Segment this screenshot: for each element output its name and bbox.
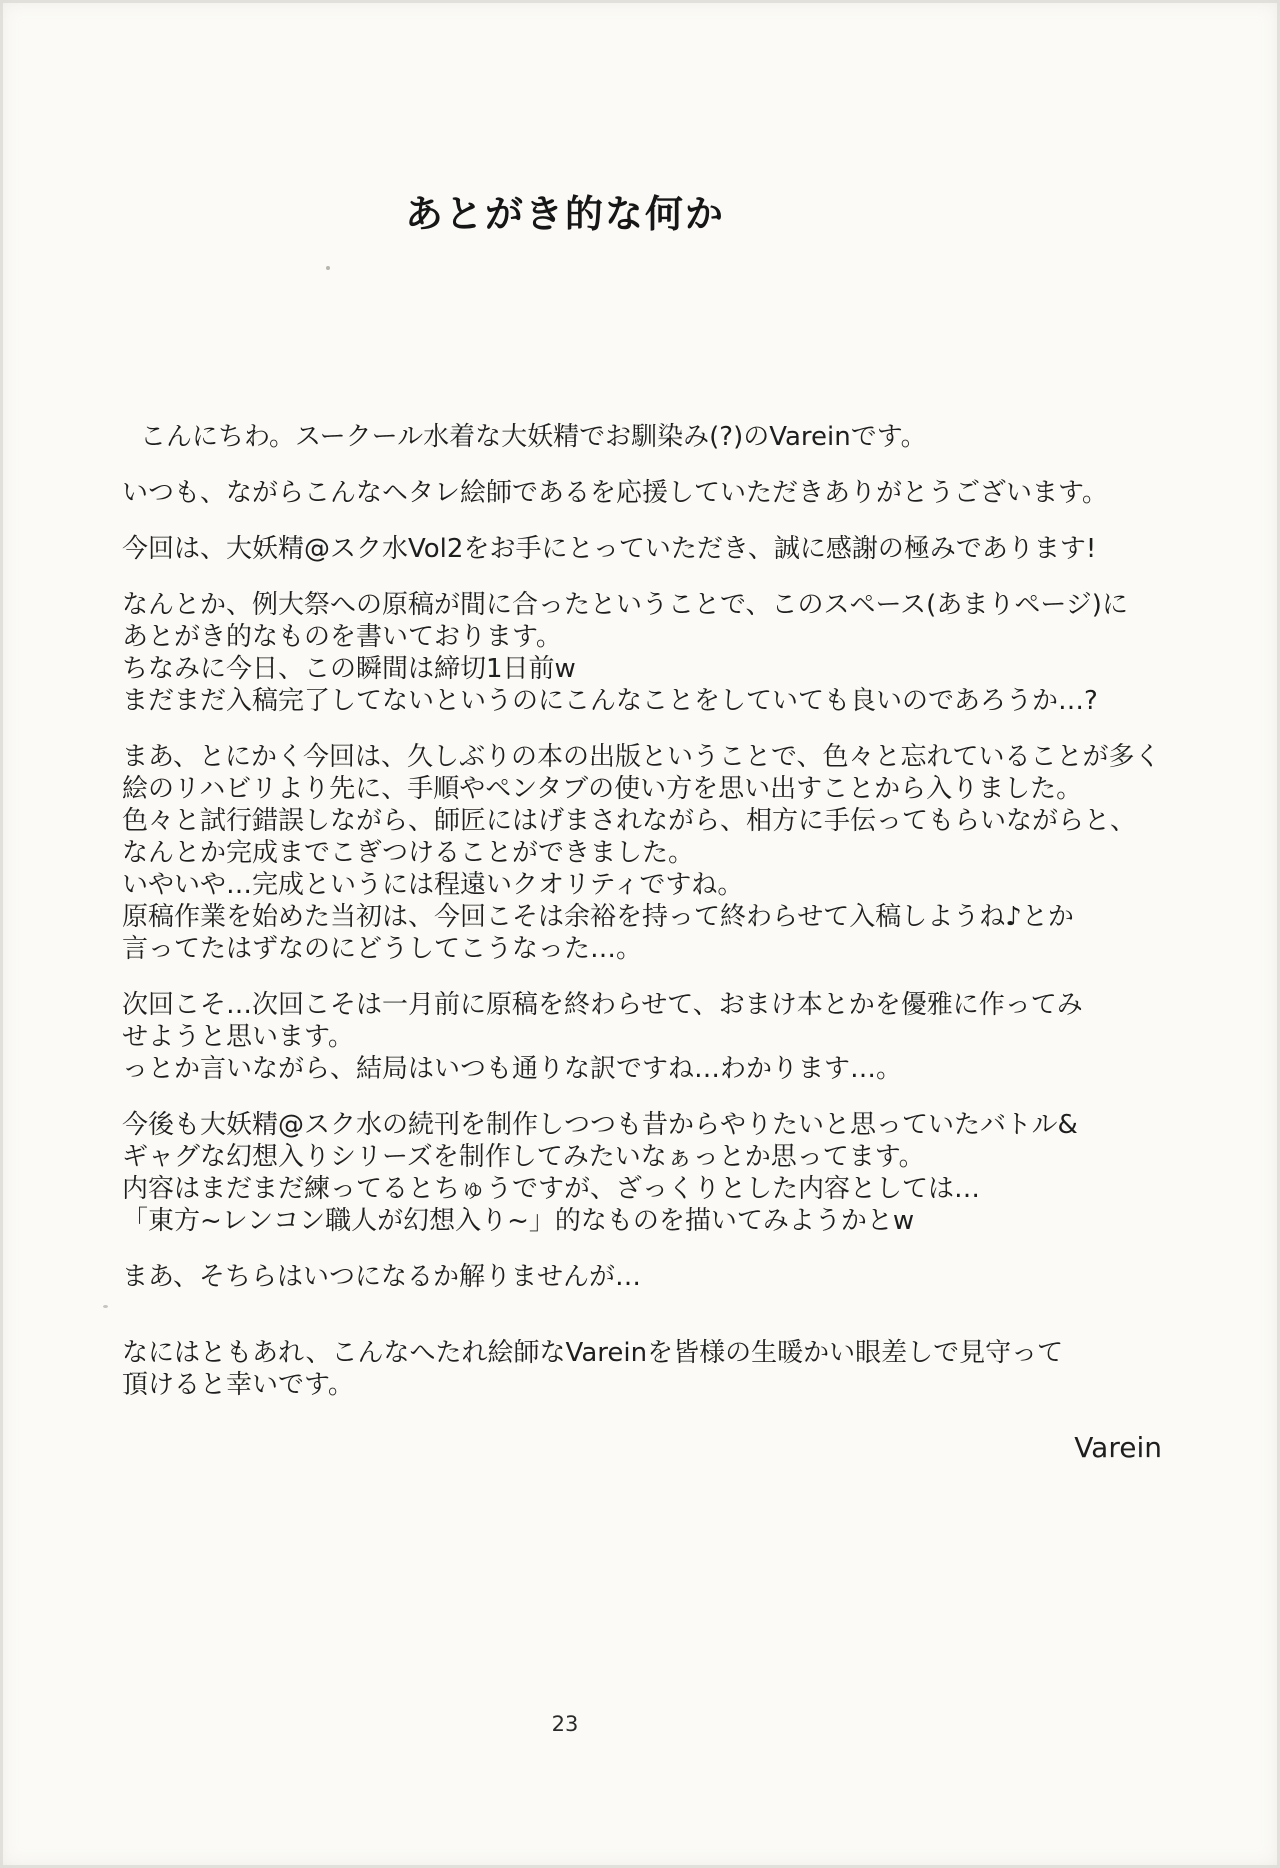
text-line: 原稿作業を始めた当初は、今回こそは余裕を持って終わらせて入稿しようね♪とか (122, 902, 1074, 932)
paragraph (122, 989, 1083, 1085)
text-line: 頂けると幸いです。 (122, 1370, 354, 1400)
page-title: あとがき的な何か (404, 192, 725, 236)
paragraph (122, 421, 1067, 453)
text-line: なんとか完成までこぎつけることができました。 (122, 838, 695, 868)
paragraph (122, 1261, 1067, 1293)
text-line: 次回こそ…次回こそは一月前に原稿を終わらせて、おまけ本とかを優雅に作ってみ (122, 990, 1083, 1020)
paragraph (122, 477, 1108, 509)
page-number: 23 (551, 1712, 579, 1736)
text-line: まあ、そちらはいつになるか解りませんが… (122, 1262, 641, 1292)
text-line: 今後も大妖精@スク水の続刊を制作しつつも昔からやりたいと思っていたバトル& (122, 1110, 1078, 1140)
text-line: 今回は、大妖精@スク水Vol2をお手にとっていただき、誠に感謝の極みであります! (122, 534, 1097, 564)
text-line: 「東方~レンコン職人が幻想入り~」的なものを描いてみようかとw (122, 1206, 915, 1236)
text-line: まだまだ入稿完了してないというのにこんなことをしていても良いのであろうか…? (122, 686, 1098, 716)
text-line: っとか言いながら、結局はいつも通りな訳ですね…わかります…。 (122, 1054, 903, 1084)
text-line: ギャグな幻想入りシリーズを制作してみたいなぁっとか思ってます。 (122, 1142, 925, 1172)
paragraph (122, 533, 1097, 565)
text-line: あとがき的なものを書いております。 (122, 622, 562, 652)
text-line: なにはともあれ、こんなへたれ絵師なVareinを皆様の生暖かい眼差しで見守って (122, 1338, 1064, 1368)
paragraph (122, 1109, 1078, 1237)
text-line: 内容はまだまだ練ってるとちゅうですが、ざっくりとした内容としては… (122, 1174, 981, 1204)
body-text (0, 421, 1161, 1401)
author-signature: Varein (1074, 1431, 1162, 1464)
text-line: いつも、ながらこんなヘタレ絵師であるを応援していただきありがとうございます。 (122, 478, 1108, 508)
text-line: なんとか、例大祭への原稿が間に合ったということで、このスペース(あまりページ)に (122, 590, 1128, 620)
text-line: せようと思います。 (122, 1022, 354, 1052)
paragraph (122, 741, 1161, 965)
text-line: ちなみに今日、この瞬間は締切1日前w (122, 654, 576, 684)
text-line: 色々と試行錯誤しながら、師匠にはげまされながら、相方に手伝ってもらいながらと、 (122, 806, 1137, 836)
text-line: 絵のリハビリより先に、手順やペンタブの使い方を思い出すことから入りました。 (122, 774, 1083, 804)
text-line: いやいや…完成というには程遠いクオリティですね。 (122, 870, 744, 900)
text-line: こんにちわ。スークール水着な大妖精でお馴染み(?)のVareinです。 (140, 422, 927, 452)
scan-speck (103, 1305, 108, 1308)
scan-speck (326, 266, 330, 270)
text-line: まあ、とにかく今回は、久しぶりの本の出版ということで、色々と忘れていることが多く (122, 742, 1161, 772)
paragraph (122, 1337, 1067, 1401)
text-line: 言ってたはずなのにどうしてこうなった…。 (122, 934, 643, 964)
paragraph (122, 589, 1128, 717)
